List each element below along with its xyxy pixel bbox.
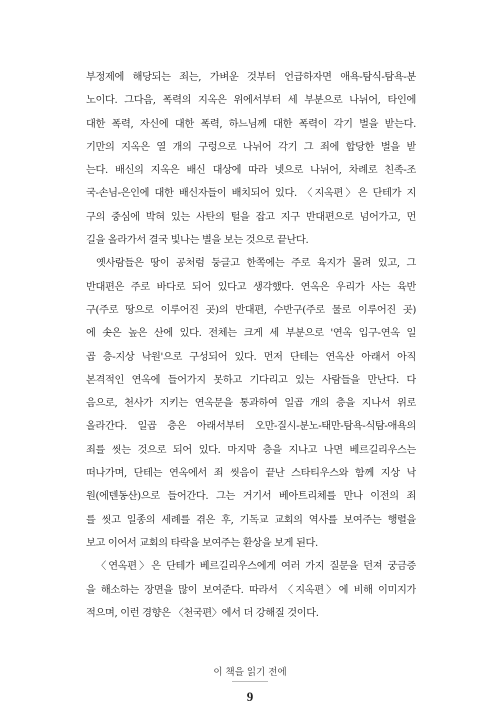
text-line: 반대편은 주로 바다로 되어 있다고 생각했다. 연옥은 우리가 사는 육반 xyxy=(86,281,416,293)
body-text xyxy=(86,66,416,625)
text-line: 부정제에 해당되는 죄는, 가벼운 것부터 언급하자면 애욕-탐식-탐욕-분 xyxy=(86,72,416,83)
text-line: 보고 이어서 교회의 타락을 보여주는 환상을 보게 된다. xyxy=(86,537,318,549)
text-line: 원(에덴동산)으로 들어간다. 그는 거기서 베아트리체를 만나 이전의 죄 xyxy=(86,491,416,503)
text-line: 대한 폭력, 자신에 대한 폭력, 하느님께 대한 폭력이 각기 벌을 받는다. xyxy=(86,118,416,130)
text-line: 죄를 씻는 것으로 되어 있다. 마지막 층을 지나고 나면 베르길리우스는 xyxy=(86,444,416,456)
text-line: 음으로, 천사가 지키는 연옥문을 통과하여 일곱 개의 층을 지나서 위로 xyxy=(86,398,416,410)
running-footer-title: 이 책을 읽기 전에 xyxy=(213,667,287,678)
text-line: 곱 층-지상 낙원'으로 구성되어 있다. 먼저 단테는 연옥산 아래서 아직 xyxy=(86,351,416,363)
footer-divider xyxy=(232,681,268,682)
text-line: 구의 중심에 박혀 있는 사탄의 털을 잡고 지구 반대편으로 넘어가고, 먼 xyxy=(86,211,416,223)
text-line: 적으며, 이런 경향은 〈천국편〉에서 더 강해질 것이다. xyxy=(86,607,319,619)
text-line: 를 씻고 일종의 세례를 겪은 후, 기독교 교회의 역사를 보여주는 행렬을 xyxy=(86,514,416,526)
text-line: 〈연옥편〉은 단테가 베르길리우스에게 여러 가지 질문을 던져 궁금증 xyxy=(96,561,416,573)
text-line: 국-손님-은인에 대한 배신자들이 배치되어 있다. 〈지옥편〉은 단테가 지 xyxy=(86,188,416,200)
text-line: 올라간다. 일곱 층은 아래서부터 오만-질시-분노-태만-탐욕-식탐-애욕의 xyxy=(86,421,416,433)
text-line: 는다. 배신의 지옥은 배신 대상에 따라 넷으로 나뉘어, 차례로 친족-조 xyxy=(86,165,416,177)
text-line: 옛사람들은 땅이 공처럼 둥글고 한쪽에는 주로 육지가 몰려 있고, 그 xyxy=(96,258,416,270)
text-line: 길을 올라가서 결국 빛나는 별을 보는 것으로 끝난다. xyxy=(86,235,309,247)
text-line: 본격적인 연옥에 들어가지 못하고 기다리고 있는 사람들을 만난다. 다 xyxy=(86,374,416,386)
text-line: 노이다. 그다음, 폭력의 지옥은 위에서부터 세 부분으로 나뉘어, 타인에 xyxy=(86,95,416,107)
page-number: 9 xyxy=(246,689,254,704)
text-line: 구(주로 땅으로 이루어진 곳)의 반대편, 수반구(주로 물로 이루어진 곳) xyxy=(86,304,416,316)
text-line: 떠나가며, 단테는 연옥에서 죄 씻음이 끝난 스타티우스와 함께 지상 낙 xyxy=(86,468,416,480)
text-line: 에 솟은 높은 산에 있다. 전체는 크게 세 부분으로 '연옥 입구-연옥 일 xyxy=(86,328,416,340)
text-line: 을 해소하는 장면을 많이 보여준다. 따라서 〈지옥편〉에 비해 이미지가 xyxy=(86,584,416,596)
text-line: 기만의 지옥은 열 개의 구렁으로 나뉘어 각기 그 죄에 합당한 벌을 받 xyxy=(86,141,416,153)
